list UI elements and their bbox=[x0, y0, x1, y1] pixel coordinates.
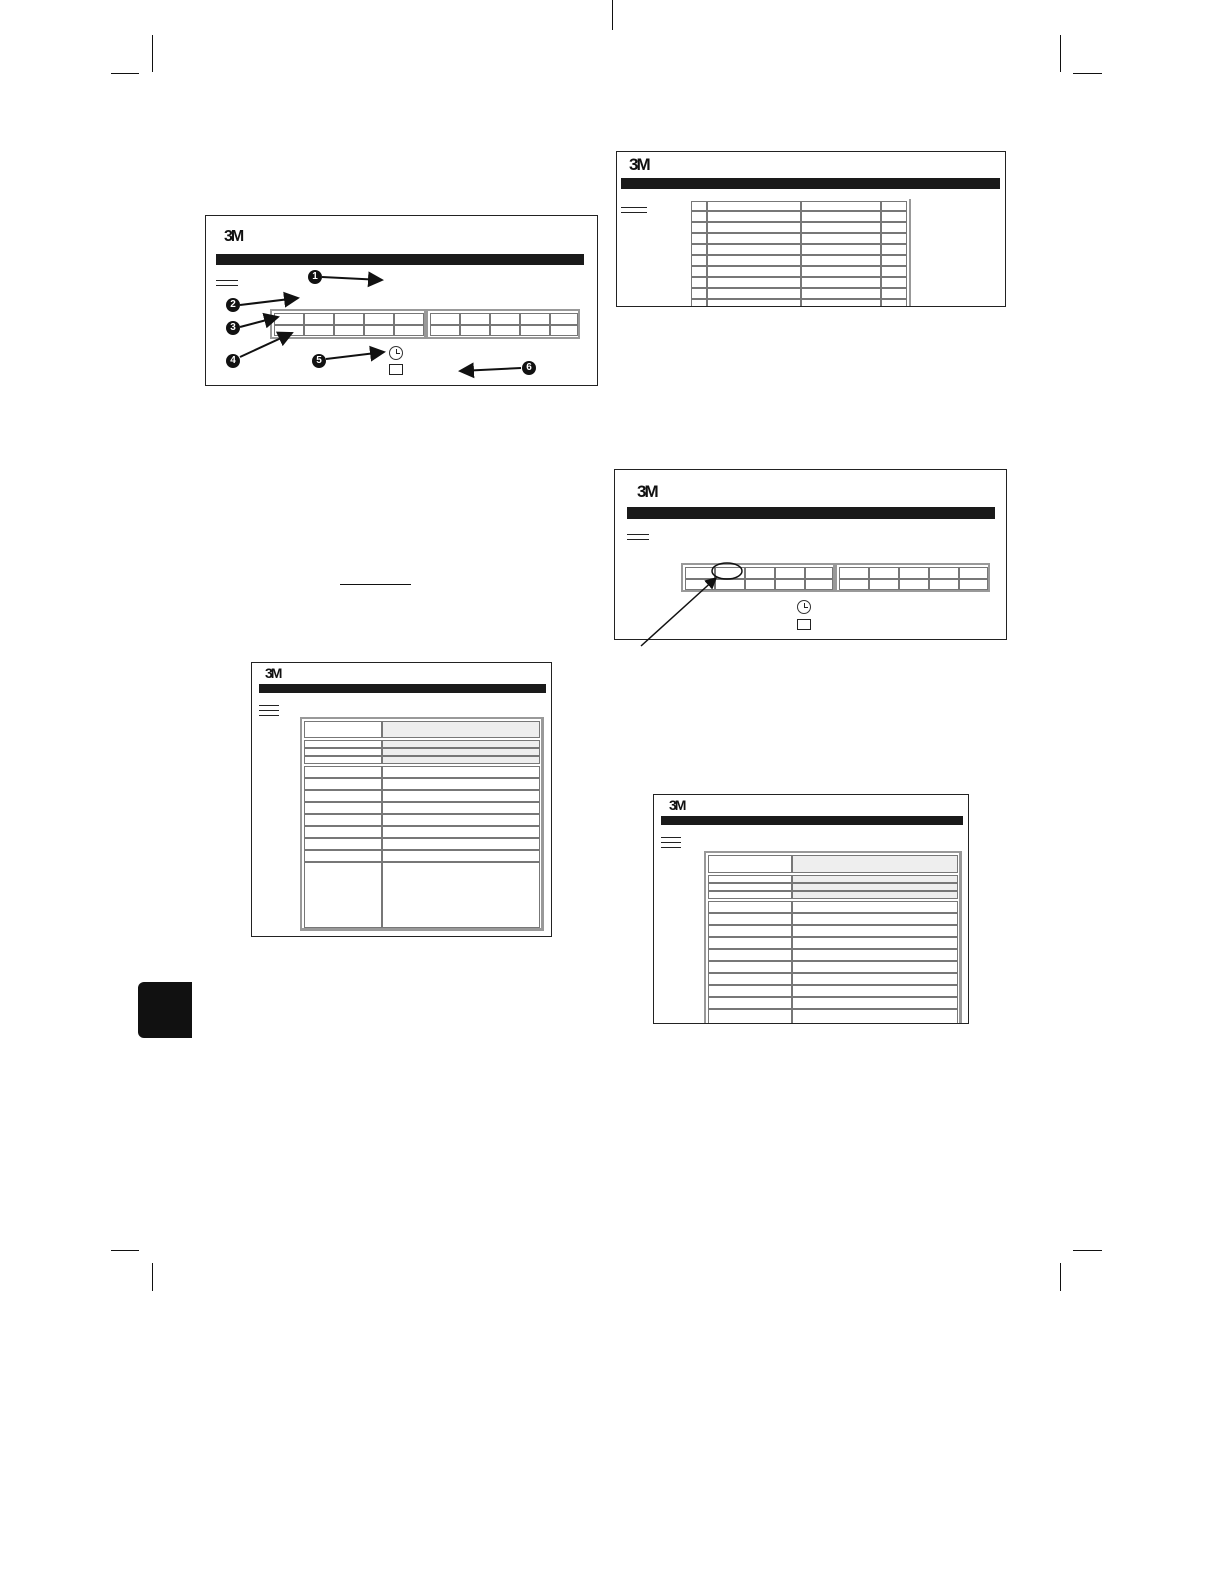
status-grid-left bbox=[681, 563, 835, 592]
callout-1: 1 bbox=[308, 270, 322, 284]
menu-lines bbox=[216, 280, 238, 290]
screenshot-settings-table-left bbox=[251, 662, 552, 937]
crop-mark bbox=[1060, 35, 1061, 72]
menu-lines bbox=[259, 705, 279, 720]
header-bar bbox=[661, 816, 963, 825]
crop-mark bbox=[612, 0, 613, 30]
3m-logo: 3M bbox=[669, 797, 685, 813]
clock-icon bbox=[389, 346, 403, 360]
list-table bbox=[689, 199, 911, 307]
crop-mark bbox=[111, 73, 139, 74]
header-bar bbox=[259, 684, 546, 693]
status-grid-right bbox=[835, 563, 990, 592]
callout-6: 6 bbox=[522, 361, 536, 375]
crop-mark bbox=[1073, 73, 1102, 74]
settings-table bbox=[300, 717, 544, 931]
menu-lines bbox=[621, 207, 647, 217]
crop-mark bbox=[1073, 1250, 1102, 1251]
screenshot-settings-table-right bbox=[653, 794, 969, 1024]
header-bar bbox=[621, 178, 1000, 189]
section-tab bbox=[138, 982, 192, 1038]
3m-logo: 3M bbox=[637, 482, 657, 501]
settings-table bbox=[704, 851, 962, 1024]
screenshot-list-table bbox=[616, 151, 1006, 307]
callout-2: 2 bbox=[226, 298, 240, 312]
clock-icon bbox=[797, 600, 811, 614]
screenshot-status-page-callouts bbox=[205, 215, 598, 386]
crop-mark bbox=[152, 1263, 153, 1291]
callout-3: 3 bbox=[226, 321, 240, 335]
menu-lines bbox=[627, 534, 649, 544]
crop-mark bbox=[111, 1250, 139, 1251]
crop-mark bbox=[152, 35, 153, 72]
callout-4: 4 bbox=[226, 354, 240, 368]
status-grid-right bbox=[426, 309, 580, 339]
status-grid-left bbox=[270, 309, 426, 339]
underline-mark bbox=[340, 584, 411, 585]
3m-logo: 3M bbox=[224, 228, 243, 245]
checkbox-icon bbox=[797, 619, 811, 630]
menu-lines bbox=[661, 837, 681, 852]
3m-logo: 3M bbox=[265, 665, 281, 681]
callout-5: 5 bbox=[312, 354, 326, 368]
header-bar bbox=[627, 507, 995, 519]
3m-logo: 3M bbox=[629, 155, 649, 174]
header-bar bbox=[216, 254, 584, 265]
screenshot-status-page-highlight bbox=[614, 469, 1007, 640]
checkbox-icon bbox=[389, 364, 403, 375]
crop-mark bbox=[1060, 1263, 1061, 1291]
